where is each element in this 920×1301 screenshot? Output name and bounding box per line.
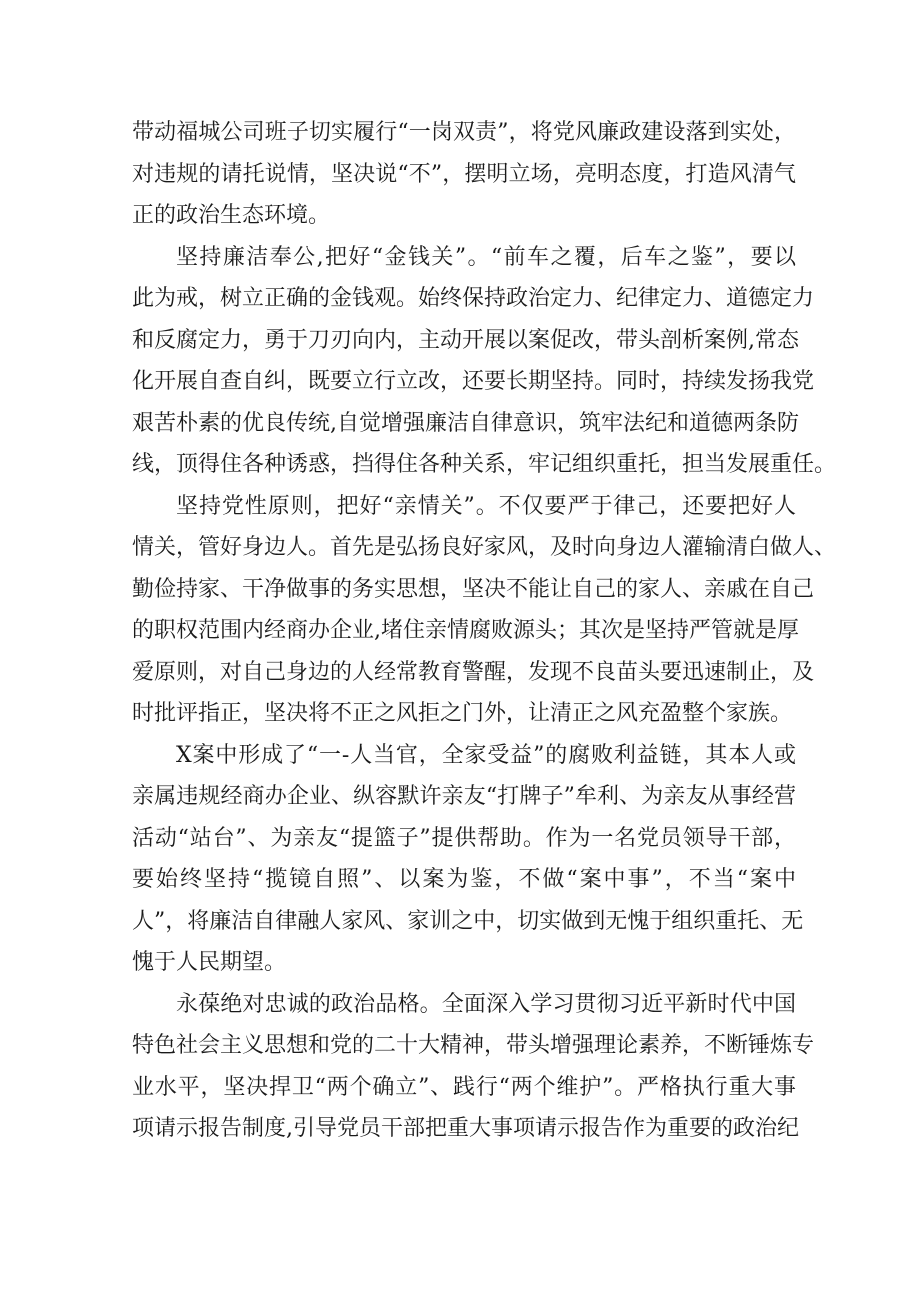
paragraph-first-line: X案中形成了“一-人当官，全家受益”的腐败利益链，其本人或 <box>176 742 796 768</box>
text-line: 和反腐定力，勇于刀刃向内，主动开展以案促改，带头剖析案例,常态 <box>132 327 799 353</box>
text-line: 人”，将廉洁自律融人家风、家训之中，切实做到无愧于组织重托、无 <box>132 908 804 934</box>
text-line: 正的政治生态环境。 <box>132 203 331 228</box>
text-line: 对违规的请托说情，坚决说“不”，摆明立场，亮明态度，打造风清气 <box>132 161 796 187</box>
text-line: 化开展自查自纠，既要立行立改，还要长期坚持。同时，持续发扬我党 <box>132 369 815 394</box>
text-line: 情关，管好身边人。首先是弘扬良好家风，及时向身边人灌输清白做人、 <box>132 535 837 560</box>
text-line: 艰苦朴素的优良传统,自觉增强廉洁自律意识，筑牢法纪和道德两条防 <box>132 410 799 436</box>
paragraph-first-line: 永葆绝对忠诚的政治品格。全面深入学习贯彻习近平新时代中国 <box>176 991 796 1017</box>
text-line: 时批评指正，坚决将不正之风拒之门外，让清正之风充盈整个家族。 <box>132 701 793 726</box>
text-line: 此为戒，树立正确的金钱观。始终保持政治定力、纪律定力、道德定力 <box>132 286 815 311</box>
text-line: 勤俭持家、干净做事的务实思想，坚决不能让自己的家人、亲戚在自己 <box>132 576 815 602</box>
paragraph-first-line: 坚持党性原则，把好“亲情关”。不仅要严于律己，还要把好人 <box>176 493 796 519</box>
text-line: 项请示报告制度,引导党员干部把重大事项请示报告作为重要的政治纪 <box>132 1116 799 1141</box>
text-line: 带动福城公司班子切实履行“一岗双责”，将党风廉政建设落到实处， <box>132 120 796 145</box>
body-text <box>132 112 837 1150</box>
text-line: 亲属违规经商办企业、纵容默许亲友“打牌子”牟利、为亲友从事经营 <box>132 784 796 809</box>
text-line: 愧于人民期望。 <box>132 950 287 975</box>
text-line: 爱原则，对自己身边的人经常教育警醒，发现不良苗头要迅速制止，及 <box>132 659 815 685</box>
text-line: 业水平，坚决捍卫“两个确立”、践行“两个维护”。严格执行重大事 <box>132 1074 796 1100</box>
text-line: 活动“站台”、为亲友“提篮子”提供帮助。作为一名党员领导干部， <box>132 825 796 851</box>
text-line: 线，顶得住各种诱惑，挡得住各种关系，牢记组织重托，担当发展重任。 <box>132 452 837 477</box>
text-line: 特色社会主义思想和党的二十大精神，带头增强理论素养，不断锤炼专 <box>132 1033 815 1058</box>
paragraph-first-line: 坚持廉洁奉公,把好“金钱关”。“前车之覆，后车之鉴”，要以 <box>176 244 796 270</box>
text-line: 的职权范围内经商办企业,堵住亲情腐败源头；其次是坚持严管就是厚 <box>132 618 799 643</box>
text-line: 要始终坚持“揽镜自照”、以案为鉴，不做“案中事”，不当“案中 <box>132 867 796 892</box>
